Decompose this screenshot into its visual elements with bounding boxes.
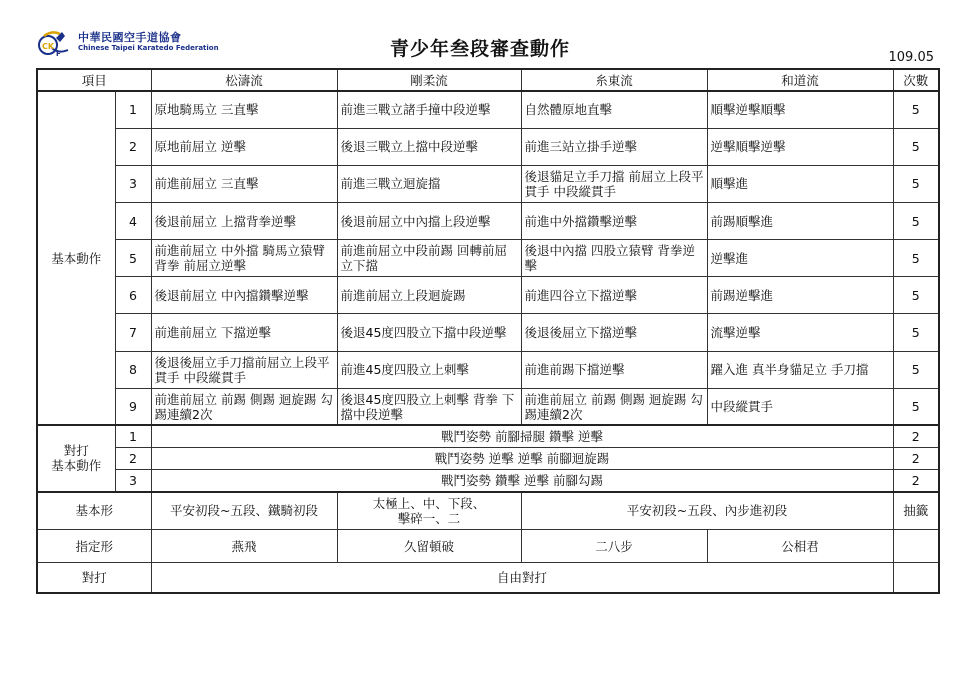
table-row (37, 470, 939, 492)
gojuryu-kata-line1: 太極上、中、下段、 (372, 495, 486, 511)
cell-gojuryu: 前進前屈立中段前踢 回轉前屈立下擋 (337, 240, 521, 277)
kumite-basic-label-line2: 基本動作 (51, 458, 102, 474)
cell-wadoryu: 逆擊順擊逆擊 (707, 128, 893, 165)
cell-count: 5 (893, 277, 939, 314)
table-row (37, 563, 939, 593)
table-row (37, 91, 939, 128)
cell-wadoryu: 順擊逆擊順擊 (707, 91, 893, 128)
cell-count: 5 (893, 351, 939, 388)
table-row (37, 351, 939, 388)
kumite-label: 對打 (37, 563, 151, 593)
row-number: 7 (115, 314, 151, 351)
header-item: 項目 (37, 69, 151, 91)
cell-shotokan: 原地前屈立 逆擊 (151, 128, 337, 165)
cell-wadoryu: 流擊逆擊 (707, 314, 893, 351)
cell-wadoryu: 中段縱貫手 (707, 388, 893, 425)
org-name-cn: 中華民國空手道協會 (78, 31, 182, 44)
header-shotokan: 松濤流 (151, 69, 337, 91)
cell-wadoryu: 前踢逆擊進 (707, 277, 893, 314)
exam-table-container (36, 68, 938, 594)
cell-wadoryu: 逆擊進 (707, 240, 893, 277)
cell-count: 5 (893, 314, 939, 351)
cell-count: 5 (893, 240, 939, 277)
table-row (37, 425, 939, 447)
cell-kumite-sequence: 戰鬥姿勢 鑽擊 逆擊 前腳勾踢 (151, 470, 893, 492)
cell-kumite-sequence: 戰鬥姿勢 逆擊 逆擊 前腳迴旋踢 (151, 447, 893, 469)
cell-shotokan: 前進前屈立 三直擊 (151, 165, 337, 202)
cell-gojuryu (337, 492, 521, 530)
cell-gojuryu: 後退45度四股立上刺擊 背拳 下擋中段逆擊 (337, 388, 521, 425)
cell-count: 5 (893, 128, 939, 165)
cell-count (893, 530, 939, 563)
table-row (37, 128, 939, 165)
kata-basic-label: 基本形 (37, 492, 151, 530)
row-number: 5 (115, 240, 151, 277)
cell-wadoryu: 順擊進 (707, 165, 893, 202)
table-row (37, 530, 939, 563)
cell-kumite-sequence: 戰鬥姿勢 前腳掃腿 鑽擊 逆擊 (151, 425, 893, 447)
cell-kumite: 自由對打 (151, 563, 893, 593)
cell-shotokan: 前進前屈立 下擋逆擊 (151, 314, 337, 351)
cell-shitoryu: 前進中外擋鑽擊逆擊 (521, 203, 707, 240)
cell-wadoryu: 前踢順擊進 (707, 203, 893, 240)
table-row (37, 240, 939, 277)
cell-gojuryu: 前進三戰立迴旋擋 (337, 165, 521, 202)
kumite-basic-label-line1: 對打 (63, 443, 89, 459)
org-name-en: Chinese Taipei Karatedo Federation (78, 44, 219, 52)
cell-count: 5 (893, 91, 939, 128)
cell-shotokan: 後退前屈立 上擋背拳逆擊 (151, 203, 337, 240)
cell-shitoryu: 前進前屈立 前踢 側踢 迴旋踢 勾踢連續2次 (521, 388, 707, 425)
cell-shitoryu: 前進四谷立下擋逆擊 (521, 277, 707, 314)
cell-shotokan: 平安初段~五段、鐵騎初段 (151, 492, 337, 530)
row-number: 2 (115, 128, 151, 165)
table-row (37, 388, 939, 425)
cell-gojuryu: 前進三戰立諸手撞中段逆擊 (337, 91, 521, 128)
row-number: 4 (115, 203, 151, 240)
table-row (37, 203, 939, 240)
cell-count: 5 (893, 203, 939, 240)
header-gojuryu: 剛柔流 (337, 69, 521, 91)
table-row (37, 314, 939, 351)
table-header-row (37, 69, 939, 91)
header-count: 次數 (893, 69, 939, 91)
row-number: 9 (115, 388, 151, 425)
gojuryu-kata-line2: 擊碎一、二 (397, 510, 461, 526)
row-number: 1 (115, 91, 151, 128)
document-code: 109.05 (888, 50, 934, 65)
page-title: 青少年叁段審查動作 (389, 38, 570, 60)
cell-gojuryu: 後退三戰立上擋中段逆擊 (337, 128, 521, 165)
cell-shotokan: 前進前屈立 中外擋 騎馬立猿臂背拳 前屈立逆擊 (151, 240, 337, 277)
cell-shitoryu: 後退後屈立下擋逆擊 (521, 314, 707, 351)
cell-gojuryu: 後退45度四股立下擋中段逆擊 (337, 314, 521, 351)
svg-text:CK: CK (42, 42, 55, 51)
cell-shitoryu: 後退中內擋 四股立猿臂 背拳逆擊 (521, 240, 707, 277)
table-row (37, 165, 939, 202)
cell-shitoryu: 前進三站立掛手逆擊 (521, 128, 707, 165)
cell-count (893, 563, 939, 593)
cell-wadoryu: 躍入進 真半身貓足立 手刀擋 (707, 351, 893, 388)
kata-designated-label: 指定形 (37, 530, 151, 563)
cell-count: 2 (893, 425, 939, 447)
exam-table (36, 68, 940, 594)
cell-count: 5 (893, 388, 939, 425)
cell-gojuryu: 前進45度四股立上刺擊 (337, 351, 521, 388)
cell-shotokan: 原地騎馬立 三直擊 (151, 91, 337, 128)
cell-gojuryu: 久留頓破 (337, 530, 521, 563)
cell-count: 抽籤 (893, 492, 939, 530)
row-number: 6 (115, 277, 151, 314)
cell-count: 5 (893, 165, 939, 202)
cell-shitoryu: 二八步 (521, 530, 707, 563)
table-row (37, 447, 939, 469)
basic-section-label: 基本動作 (37, 91, 115, 425)
cell-shotokan: 燕飛 (151, 530, 337, 563)
cell-wadoryu: 公相君 (707, 530, 893, 563)
cell-shitoryu: 自然體原地直擊 (521, 91, 707, 128)
cell-gojuryu: 後退前屈立中內擋上段逆擊 (337, 203, 521, 240)
row-number: 2 (115, 447, 151, 469)
row-number: 3 (115, 470, 151, 492)
cell-shitoryu: 前進前踢下擋逆擊 (521, 351, 707, 388)
header-shitoryu: 糸東流 (521, 69, 707, 91)
table-row (37, 492, 939, 530)
svg-text:F: F (56, 50, 61, 58)
cell-shotokan: 後退後屈立手刀擋前屈立上段平貫手 中段縱貫手 (151, 351, 337, 388)
cell-count: 2 (893, 447, 939, 469)
kumite-basic-section-label (37, 425, 115, 491)
cell-shotokan: 後退前屈立 中內擋鑽擊逆擊 (151, 277, 337, 314)
cell-shotokan: 前進前屈立 前踢 側踢 迴旋踢 勾踢連續2次 (151, 388, 337, 425)
row-number: 1 (115, 425, 151, 447)
cell-gojuryu: 前進前屈立上段迴旋踢 (337, 277, 521, 314)
cell-shitoryu: 後退貓足立手刀擋 前屈立上段平貫手 中段縱貫手 (521, 165, 707, 202)
row-number: 8 (115, 351, 151, 388)
table-row (37, 277, 939, 314)
cell-count: 2 (893, 470, 939, 492)
cell-shitoryu-wadoryu: 平安初段~五段、內步進初段 (521, 492, 893, 530)
header-wadoryu: 和道流 (707, 69, 893, 91)
row-number: 3 (115, 165, 151, 202)
